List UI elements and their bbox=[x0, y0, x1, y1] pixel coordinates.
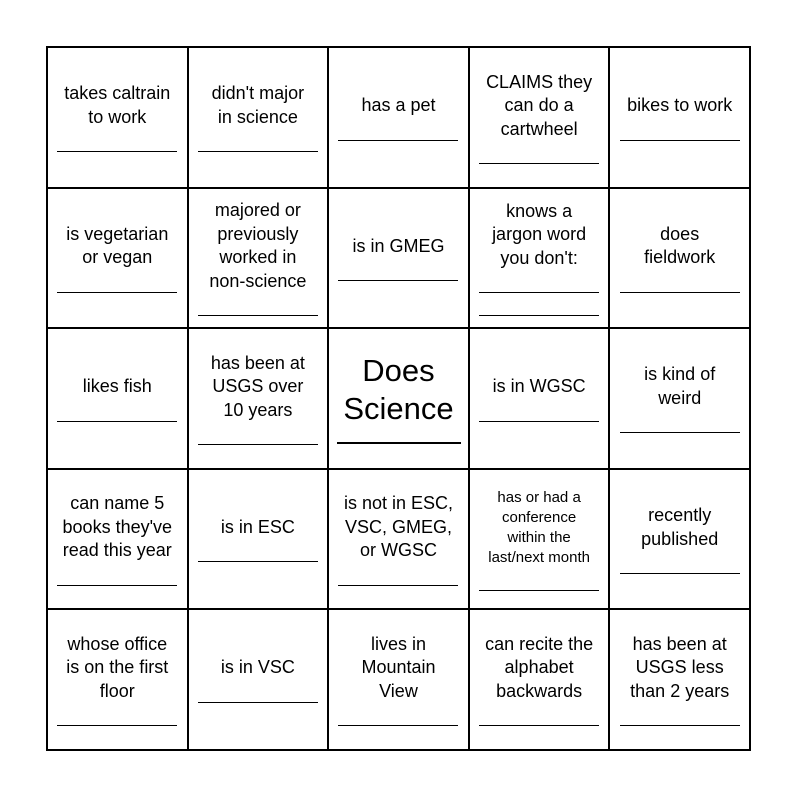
bingo-square[interactable] bbox=[328, 469, 469, 610]
bingo-square[interactable] bbox=[469, 328, 610, 469]
square-text: is not in ESC, VSC, GMEG, or WGSC bbox=[343, 493, 454, 561]
signature-line[interactable] bbox=[479, 590, 599, 591]
bingo-square[interactable] bbox=[188, 188, 329, 329]
square-text: has been at USGS less than 2 years bbox=[630, 633, 730, 701]
bingo-square[interactable] bbox=[188, 609, 329, 750]
bingo-square[interactable] bbox=[47, 328, 188, 469]
square-text: likes fish bbox=[82, 376, 152, 397]
square-text: knows a jargon word you don't: bbox=[492, 200, 587, 268]
bingo-square[interactable] bbox=[609, 328, 750, 469]
square-text: didn't major in science bbox=[211, 83, 305, 127]
signature-line[interactable] bbox=[57, 725, 177, 726]
square-text: whose office is on the first floor bbox=[66, 633, 169, 701]
signature-line[interactable] bbox=[620, 292, 740, 293]
signature-line[interactable] bbox=[338, 585, 458, 586]
signature-line[interactable] bbox=[57, 421, 177, 422]
bingo-square[interactable] bbox=[47, 47, 188, 188]
signature-line[interactable] bbox=[57, 151, 177, 152]
signature-line[interactable] bbox=[198, 151, 318, 152]
signature-line[interactable] bbox=[620, 432, 740, 433]
square-text: can recite the alphabet backwards bbox=[485, 633, 594, 701]
signature-line[interactable] bbox=[198, 444, 318, 445]
square-text: is in VSC bbox=[220, 657, 295, 678]
signature-line[interactable] bbox=[479, 725, 599, 726]
square-text: can name 5 books they've read this year bbox=[62, 493, 173, 561]
signature-line[interactable] bbox=[338, 140, 458, 141]
signature-line[interactable] bbox=[57, 292, 177, 293]
square-text: has a pet bbox=[361, 95, 436, 116]
signature-line[interactable] bbox=[620, 140, 740, 141]
square-text: lives in Mountain View bbox=[361, 633, 436, 701]
signature-line[interactable] bbox=[620, 573, 740, 574]
bingo-free-square[interactable] bbox=[328, 328, 469, 469]
bingo-square[interactable] bbox=[609, 188, 750, 329]
bingo-square[interactable] bbox=[469, 469, 610, 610]
bingo-square[interactable] bbox=[188, 328, 329, 469]
bingo-square[interactable] bbox=[469, 47, 610, 188]
square-text: CLAIMS they can do a cartwheel bbox=[486, 71, 593, 139]
signature-line[interactable] bbox=[479, 315, 599, 316]
bingo-square[interactable] bbox=[469, 609, 610, 750]
square-text: is in WGSC bbox=[492, 376, 586, 397]
signature-line[interactable] bbox=[620, 725, 740, 726]
signature-line[interactable] bbox=[198, 561, 318, 562]
signature-line[interactable] bbox=[479, 163, 599, 164]
square-text: is in GMEG bbox=[352, 235, 445, 256]
signature-line[interactable] bbox=[479, 421, 599, 422]
square-text: has or had a conference within the last/next month bbox=[488, 488, 590, 566]
bingo-square[interactable] bbox=[47, 188, 188, 329]
bingo-square[interactable] bbox=[47, 609, 188, 750]
bingo-square[interactable] bbox=[609, 47, 750, 188]
square-text: has been at USGS over 10 years bbox=[210, 352, 305, 420]
square-text: is kind of weird bbox=[644, 364, 716, 408]
bingo-square[interactable] bbox=[328, 188, 469, 329]
signature-line[interactable] bbox=[479, 292, 599, 293]
bingo-square[interactable] bbox=[328, 47, 469, 188]
square-text: does fieldwork bbox=[644, 223, 716, 268]
bingo-square[interactable] bbox=[609, 609, 750, 750]
square-text: Does Science bbox=[343, 353, 454, 427]
bingo-square[interactable] bbox=[188, 469, 329, 610]
bingo-square[interactable] bbox=[469, 188, 610, 329]
bingo-square[interactable] bbox=[328, 609, 469, 750]
square-text: takes caltrain to work bbox=[64, 83, 171, 127]
signature-line[interactable] bbox=[337, 442, 461, 444]
square-text: is vegetarian or vegan bbox=[66, 223, 169, 268]
signature-line[interactable] bbox=[198, 702, 318, 703]
bingo-square[interactable] bbox=[609, 469, 750, 610]
signature-line[interactable] bbox=[338, 280, 458, 281]
bingo-square[interactable] bbox=[188, 47, 329, 188]
signature-line[interactable] bbox=[338, 725, 458, 726]
bingo-board bbox=[46, 46, 751, 751]
signature-line[interactable] bbox=[198, 315, 318, 316]
square-text: majored or previously worked in non-science bbox=[209, 200, 307, 291]
bingo-square[interactable] bbox=[47, 469, 188, 610]
signature-line[interactable] bbox=[57, 585, 177, 586]
square-text: bikes to work bbox=[627, 95, 733, 116]
square-text: is in ESC bbox=[220, 516, 295, 537]
square-text: recently published bbox=[641, 505, 719, 549]
